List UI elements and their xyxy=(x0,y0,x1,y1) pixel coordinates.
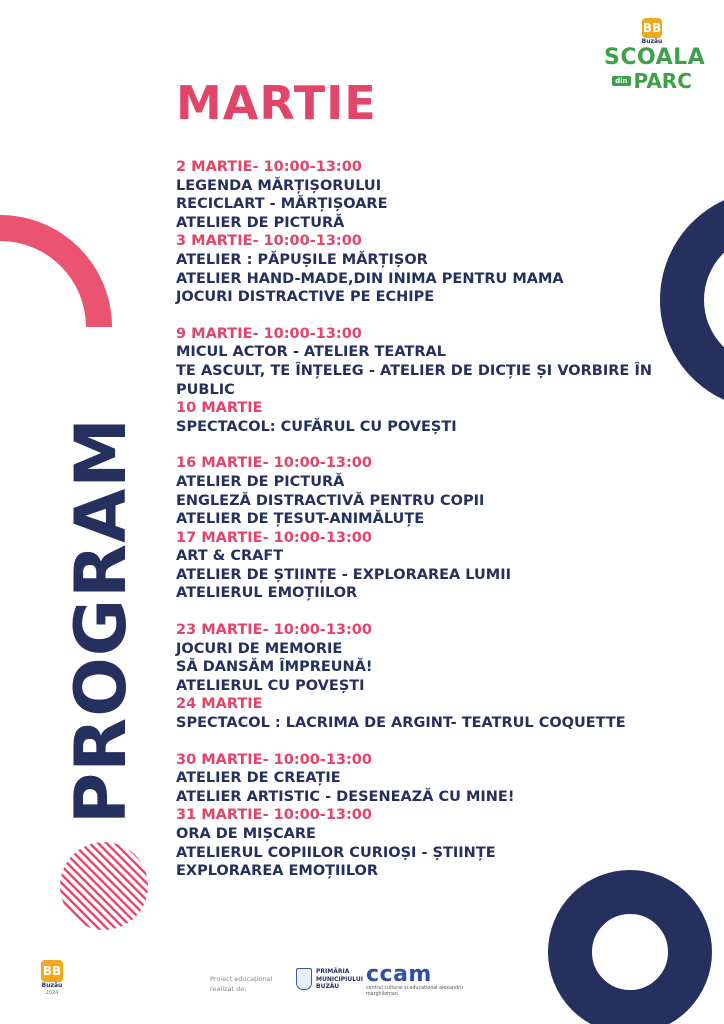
logo-city: Buzău xyxy=(641,38,663,45)
week-group xyxy=(176,158,652,307)
event-item: ATELIER DE PICTURĂ xyxy=(176,473,345,490)
event-item: ATELIER DE ȘTIINȚE - EXPLORAREA LUMII xyxy=(176,566,512,583)
event-item: ORA DE MIȘCARE xyxy=(176,826,316,842)
schedule-list xyxy=(176,158,652,899)
logo-parc: PARC xyxy=(633,69,692,93)
event-item: RECICLART - MĂRȚIȘOARE xyxy=(176,196,388,213)
event-date: 3 MARTIE- 10:00-13:00 xyxy=(176,233,362,250)
event-date: 10 MARTIE xyxy=(176,400,263,417)
program-vertical-title: PROGRAM xyxy=(60,417,142,824)
logo-scoala: SCOALA xyxy=(604,45,706,70)
event-item: ATELIERUL CU POVEȘTI xyxy=(176,677,365,694)
logo-din: din xyxy=(612,76,630,86)
event-date: 30 MARTIE- 10:00-13:00 xyxy=(176,751,372,768)
event-item: ATELIER HAND-MADE,DIN INIMA PENTRU MAMA xyxy=(176,270,564,287)
primaria-logo xyxy=(296,968,363,991)
event-item: SĂ DANSĂM ÎMPREUNĂ! xyxy=(176,659,373,676)
week-group xyxy=(176,621,652,733)
month-title: MARTIE xyxy=(176,76,377,130)
footer-logo xyxy=(34,960,70,996)
ccam-name: ccam xyxy=(366,962,432,987)
event-item: JOCURI DE MEMORIE xyxy=(176,640,343,657)
week-group xyxy=(176,454,652,603)
event-date: 17 MARTIE- 10:00-13:00 xyxy=(176,529,372,546)
footer-logo-city: Buzău xyxy=(41,982,63,989)
event-date: 31 MARTIE- 10:00-13:00 xyxy=(176,807,372,824)
event-item: ATELIER DE ȚESUT-ANIMĂLUȚE xyxy=(176,511,425,528)
pink-ring-arc xyxy=(0,215,112,327)
event-item: SPECTACOL : LACRIMA DE ARGINT- TEATRUL COQUETTE xyxy=(176,715,626,732)
event-item: ATELIER : PĂPUȘILE MĂRȚIȘOR xyxy=(176,251,428,268)
event-item: LEGENDA MĂRȚIȘORULUI xyxy=(176,177,382,194)
event-item: TE ASCULT, TE ÎNȚELEG - ATELIER DE DICȚIE ȘI VORBIRE ÎN PUBLIC xyxy=(176,362,652,398)
event-item: ATELIERUL COPIILOR CURIOȘI - ȘTIINȚE xyxy=(176,844,496,861)
event-date: 24 MARTIE xyxy=(176,696,263,713)
event-item: JOCURI DISTRACTIVE PE ECHIPE xyxy=(176,289,435,306)
event-item: MICUL ACTOR - ATELIER TEATRAL xyxy=(176,344,446,361)
event-item: EXPLORAREA EMOȚIILOR xyxy=(176,863,379,880)
event-date: 2 MARTIE- 10:00-13:00 xyxy=(176,159,362,175)
event-item: ART & CRAFT xyxy=(176,548,284,565)
event-date: 16 MARTIE- 10:00-13:00 xyxy=(176,455,372,472)
footer-logo-badge: BB xyxy=(41,960,63,982)
ccam-desc: centrul cultural și educațional alexandru marghiloman xyxy=(366,986,464,997)
footer xyxy=(0,960,724,1016)
primaria-text: PRIMĂRIA MUNICIPIULUI BUZĂU xyxy=(316,968,363,990)
event-date: 9 MARTIE- 10:00-13:00 xyxy=(176,325,362,342)
event-date: 23 MARTIE- 10:00-13:00 xyxy=(176,622,372,639)
event-item: SPECTACOL: CUFĂRUL CU POVEȘTI xyxy=(176,418,457,435)
scoala-din-parc-logo xyxy=(604,18,706,110)
ccam-logo xyxy=(366,964,466,998)
week-group xyxy=(176,325,652,437)
crest-icon xyxy=(296,968,312,990)
event-item: ENGLEZĂ DISTRACTIVĂ PENTRU COPII xyxy=(176,492,485,509)
event-item: ATELIER ARTISTIC - DESENEAZĂ CU MINE! xyxy=(176,788,515,805)
logo-badge: BB xyxy=(642,18,662,38)
event-item: ATELIER DE CREAȚIE xyxy=(176,770,341,787)
event-item: ATELIERUL EMOȚIILOR xyxy=(176,585,358,602)
striped-circle xyxy=(60,842,148,930)
event-item: ATELIER DE PICTURĂ xyxy=(176,214,345,231)
project-text: Proiect educațional realizat de: xyxy=(210,975,273,993)
week-group xyxy=(176,751,652,881)
navy-ring-right xyxy=(682,212,724,388)
footer-logo-sub: 2024 xyxy=(45,990,59,996)
